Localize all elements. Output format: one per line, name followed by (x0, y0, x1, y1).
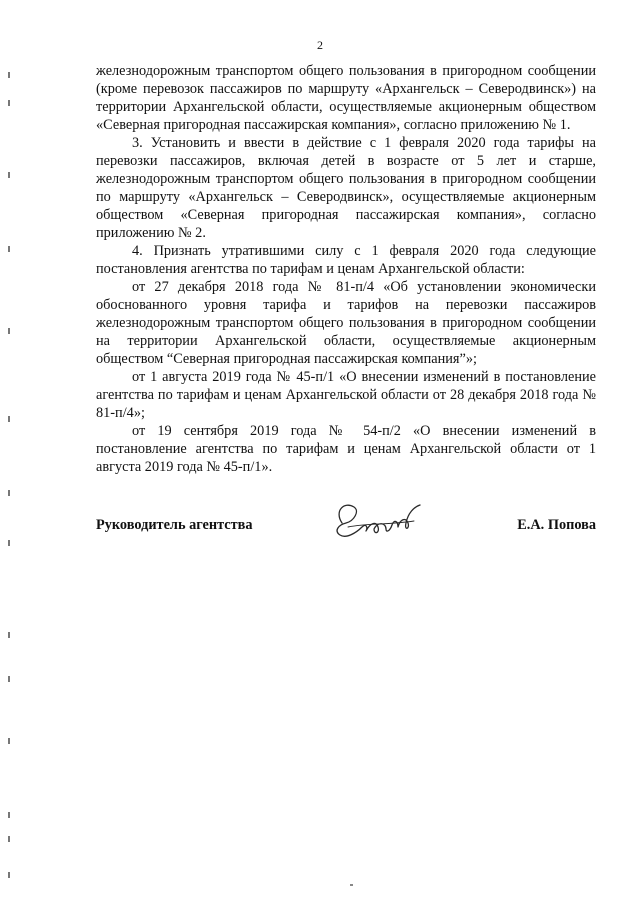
signatory-title: Руководитель агентства (96, 517, 253, 533)
scan-margin-marks (0, 0, 20, 905)
signatory-name: Е.А. Попова (517, 517, 596, 533)
paragraph-item-4: 4. Признать утратившими силу с 1 февраля 2020 года следующие постановления агентства по тарифам и ценам Архангельской области: (96, 243, 596, 277)
handwritten-signature (328, 497, 428, 545)
repealed-act-3: от 19 сентября 2019 года № 54-п/2 «О внесении изменений в постановление агентства по тарифам и ценам Архангельской области от 1 августа 2019 года № 45-п/1». (96, 423, 596, 475)
repealed-act-1: от 27 декабря 2018 года № 81-п/4 «Об установлении экономически обоснованного уровня тарифа и тарифов на перевозки пассажиров железнодорожным транспортом общего пользования в пригородном сообщении на территории Архангельской области, осуществляемые акционерным обществом “Северная пригородная пассажирская компания”»; (96, 279, 596, 367)
signature-block (96, 505, 596, 545)
document-body (96, 62, 596, 476)
repealed-act-2: от 1 августа 2019 года № 45-п/1 «О внесении изменений в постановление агентства по тарифам и ценам Архангельской области от 28 декабря 2018 года № 81-п/4»; (96, 369, 596, 421)
paragraph-continuation: железнодорожным транспортом общего пользования в пригородном сообщении (кроме перевозок пассажиров по маршруту «Архангельск – Северодвинск») на территории Архангельской области, осуществляемые акционерным обществом «Северная пригородная пассажирская компания», согласно приложению № 1. (96, 63, 596, 133)
scan-dot (350, 884, 353, 886)
page-number: 2 (317, 38, 323, 52)
paragraph-item-3: 3. Установить и ввести в действие с 1 февраля 2020 года тарифы на перевозки пассажиров, включая детей в возрасте от 5 лет и старше, железнодорожным транспортом общего пользования в пригородном сообщении по маршруту «Архангельск – Северодвинск», осуществляемые акционерным обществом «Северная пригородная пассажирская компания», согласно приложению № 2. (96, 135, 596, 241)
